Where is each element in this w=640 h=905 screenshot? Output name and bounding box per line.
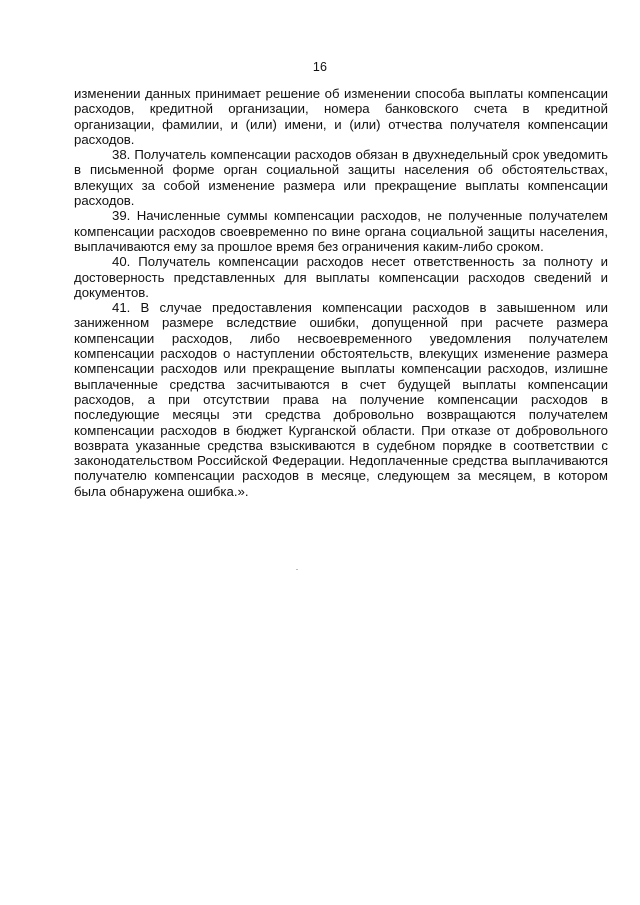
document-body bbox=[74, 86, 608, 499]
paragraph-continuation: изменении данных принимает решение об изменении способа выплаты компенсации расходов, кредитной организации, номера банковского счета в кредитной организации, фамилии, и (или) имени, и (или) отчества получателя компенсации расходов. bbox=[74, 86, 608, 147]
paragraph-item-40: 40. Получатель компенсации расходов несет ответственность за полноту и достоверность представленных для выплаты компенсации расходов сведений и документов. bbox=[74, 254, 608, 300]
paragraph-item-38: 38. Получатель компенсации расходов обязан в двухнедельный срок уведомить в письменной форме орган социальной защиты населения об обстоятельствах, влекущих за собой изменение размера или прекращение выплаты компенсации расходов. bbox=[74, 147, 608, 209]
scan-speck bbox=[296, 569, 298, 570]
page-number: 16 bbox=[312, 60, 328, 74]
paragraph-item-41: 41. В случае предоставления компенсации расходов в завышенном или заниженном размере вследствие ошибки, допущенной при расчете размера компенсации расходов, либо несвоевременного уведомления получателем компенсации расходов о наступлении обстоятельств, влекущих изменение размера компенсации расходов или прекращение выплаты компенсации расходов, излишне выплаченные средства засчитываются в счет будущей выплаты компенсации расходов, а при отсутствии права на получение компенсации расходов в последующие месяцы эти средства добровольно возвращаются получателем компенсации расходов в бюджет Курганской области. При отказе от добровольного возврата указанные средства взыскиваются в судебном порядке в соответствии с законодательством Российской Федерации. Недоплаченные средства выплачиваются получателю компенсации расходов в месяце, следующем за месяцем, в котором была обнаружена ошибка.». bbox=[74, 300, 608, 499]
paragraph-item-39: 39. Начисленные суммы компенсации расходов, не полученные получателем компенсации расходов своевременно по вине органа социальной защиты населения, выплачиваются ему за прошлое время без ограничения каким-либо сроком. bbox=[74, 208, 608, 254]
